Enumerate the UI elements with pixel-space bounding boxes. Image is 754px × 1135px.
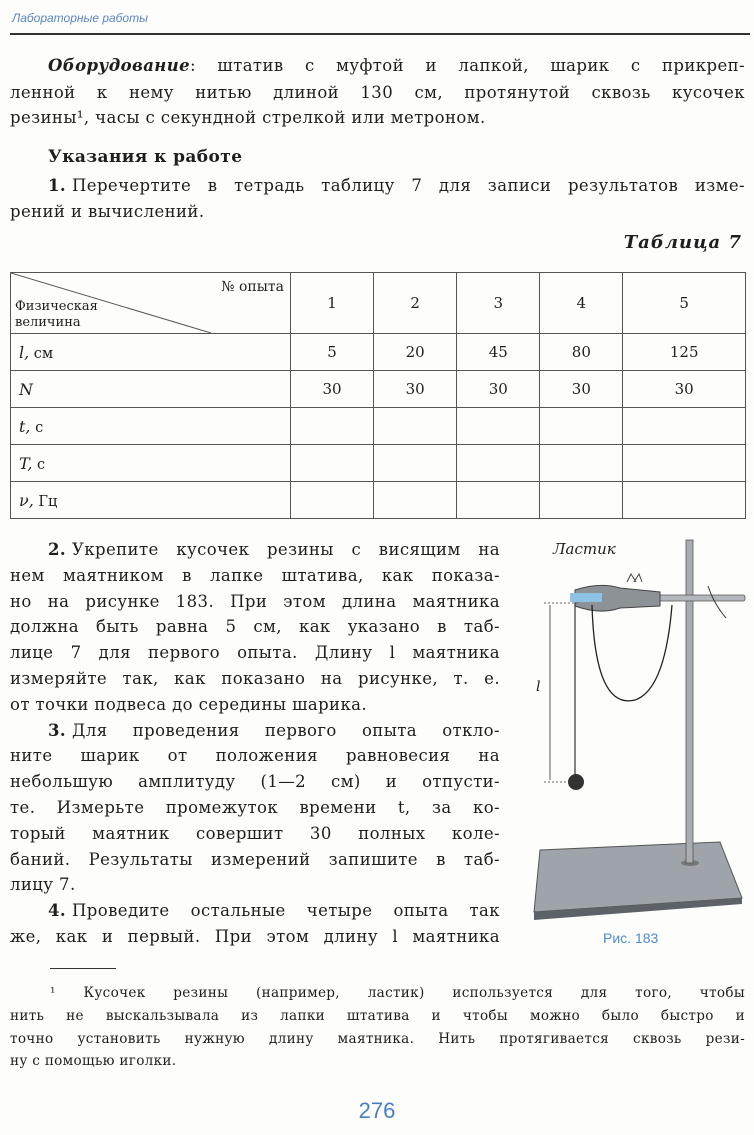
step-4-line [10,926,500,948]
line-text: небольшую амплитуду (1—2 см) и отпусти- [10,772,500,792]
line-text: ну с помощью иголки. [10,1053,177,1069]
table-cell [457,482,540,519]
line-text: торый маятник совершит 30 полных коле- [10,823,500,843]
step-3-line [72,720,500,742]
footnote-rule [50,968,116,969]
table-row [11,482,746,519]
line-text: Проведите остальные четыре опыта так [72,901,500,921]
step-1-line [72,175,745,197]
column-header: 5 [623,273,746,334]
equipment-label: Оборудование [48,56,191,75]
table-header-row [11,273,746,334]
equipment-line [10,82,745,104]
line-text: Для проведения первого опыта откло- [72,720,500,740]
row-label: t, с [11,408,291,445]
line-text: Укрепите кусочек резины с висящим на [72,540,500,559]
step-3-line [10,823,500,845]
step-2-line [10,565,500,587]
step-3-line [10,874,500,896]
line-text: измеряйте так, как показано на рисунке, т. е. [10,669,500,688]
footnote-line [50,983,745,1003]
column-header: 1 [291,273,374,334]
stand-rod [686,540,693,863]
row-label: T, с [11,445,291,482]
table-row [11,445,746,482]
instructions-heading: Указания к работе [48,147,243,167]
table-cell: 80 [540,334,623,371]
step-2-line [10,694,500,716]
table-cell [291,408,374,445]
figure-caption: Рис. 183 [603,930,659,946]
header-rule [10,33,750,35]
eraser-label: Ластик [553,540,616,558]
table-cell: 125 [623,334,746,371]
thread-tail [708,586,726,618]
table-cell: 30 [540,371,623,408]
footnote-line [10,1029,745,1049]
column-header: 2 [374,273,457,334]
eraser [570,593,602,602]
table-cell: 30 [374,371,457,408]
footnote-line [10,1006,745,1026]
step-3-line [10,745,500,767]
table-cell: 30 [291,371,374,408]
quantity-header-line: Физическая [15,299,98,314]
table-row [11,371,746,408]
table-cell [623,408,746,445]
table-cell [374,482,457,519]
table-cell [457,445,540,482]
line-text: : штатив с муфтой и лапкой, шарик с прикреп- [190,56,745,75]
line-text: нить не выскальзывала из лапки штатива и чтобы можно было быстро и [10,1008,745,1024]
step-4-line [72,900,500,922]
line-text: ните шарик от положения равновесия на [10,746,500,766]
row-label: l, см [11,334,291,371]
table-cell [291,445,374,482]
equipment-line [10,107,745,129]
table-cell: 30 [623,371,746,408]
step-3-line [10,849,500,871]
footnote-line [10,1051,745,1071]
pendulum-stand-illustration [520,530,754,930]
equipment-line [190,55,745,77]
line-text: лицу 7. [10,875,76,895]
table-cell [540,482,623,519]
step-3-line [10,771,500,793]
line-text: от точки подвеса до середины шарика. [10,694,368,714]
page-number: 276 [358,1098,396,1123]
table-cell [374,445,457,482]
table-row [11,408,746,445]
table-cell [540,408,623,445]
wing-nut [627,574,642,582]
line-text: Перечертите в тетрадь таблицу 7 для записи результатов изме- [72,176,745,195]
step-2-line [10,642,500,664]
table-cell [457,408,540,445]
table-cell: 5 [291,334,374,371]
line-text: рений и вычислений. [10,202,205,221]
line-text: точно установить нужную длину маятника. Нить протягивается сквозь рези- [10,1031,745,1047]
experiment-number-header: № опыта [221,279,284,295]
line-text: должна быть равна 5 см, как указано в таб- [10,617,500,637]
table-cell [623,445,746,482]
table-row [11,334,746,371]
quantity-header [15,299,98,331]
table-cell [540,445,623,482]
table-cell: 45 [457,334,540,371]
running-header: Лабораторные работы [12,11,148,25]
table-cell: 20 [374,334,457,371]
line-text: но на рисунке 183. При этом длина маятника [10,591,500,611]
table-cell: 30 [457,371,540,408]
step-number: 4. [48,901,67,921]
step-1-line [10,201,745,223]
step-2-line [10,591,500,613]
length-label: l [536,679,541,695]
quantity-header-line: величина [15,315,81,330]
column-header: 3 [457,273,540,334]
results-table [10,272,746,519]
step-3-line [10,797,500,819]
step-number: 2. [48,540,67,559]
table-caption: Таблица 7 [623,232,742,253]
header-corner-cell [11,273,291,334]
step-number: 3. [48,720,67,740]
line-text: те. Измерьте промежуток времени t, за ко- [10,798,500,817]
line-text: нем маятником в лапке штатива, как показа- [10,565,500,585]
line-text: резины¹, часы с секундной стрелкой или метроном. [10,108,486,127]
column-header: 4 [540,273,623,334]
step-2-line [10,616,500,638]
table-cell [291,482,374,519]
row-label: N [11,371,291,408]
table-cell [374,408,457,445]
table-cell [623,482,746,519]
row-label: ν, Гц [11,482,291,519]
step-2-line [10,668,500,690]
line-text: же, как и первый. При этом длину l маятника [10,927,500,946]
thread-loop [592,605,672,701]
line-text: ленной к нему нитью длиной 130 см, протянутой сквозь кусочек [10,83,745,102]
step-2-line [72,539,500,561]
step-number: 1. [48,176,67,195]
line-text: ¹ Кусочек резины (например, ластик) используется для того, чтобы [50,985,745,1001]
line-text: баний. Результаты измерений запишите в таб- [10,849,500,869]
line-text: лице 7 для первого опыта. Длину l маятника [10,643,500,663]
pendulum-ball [568,774,584,790]
